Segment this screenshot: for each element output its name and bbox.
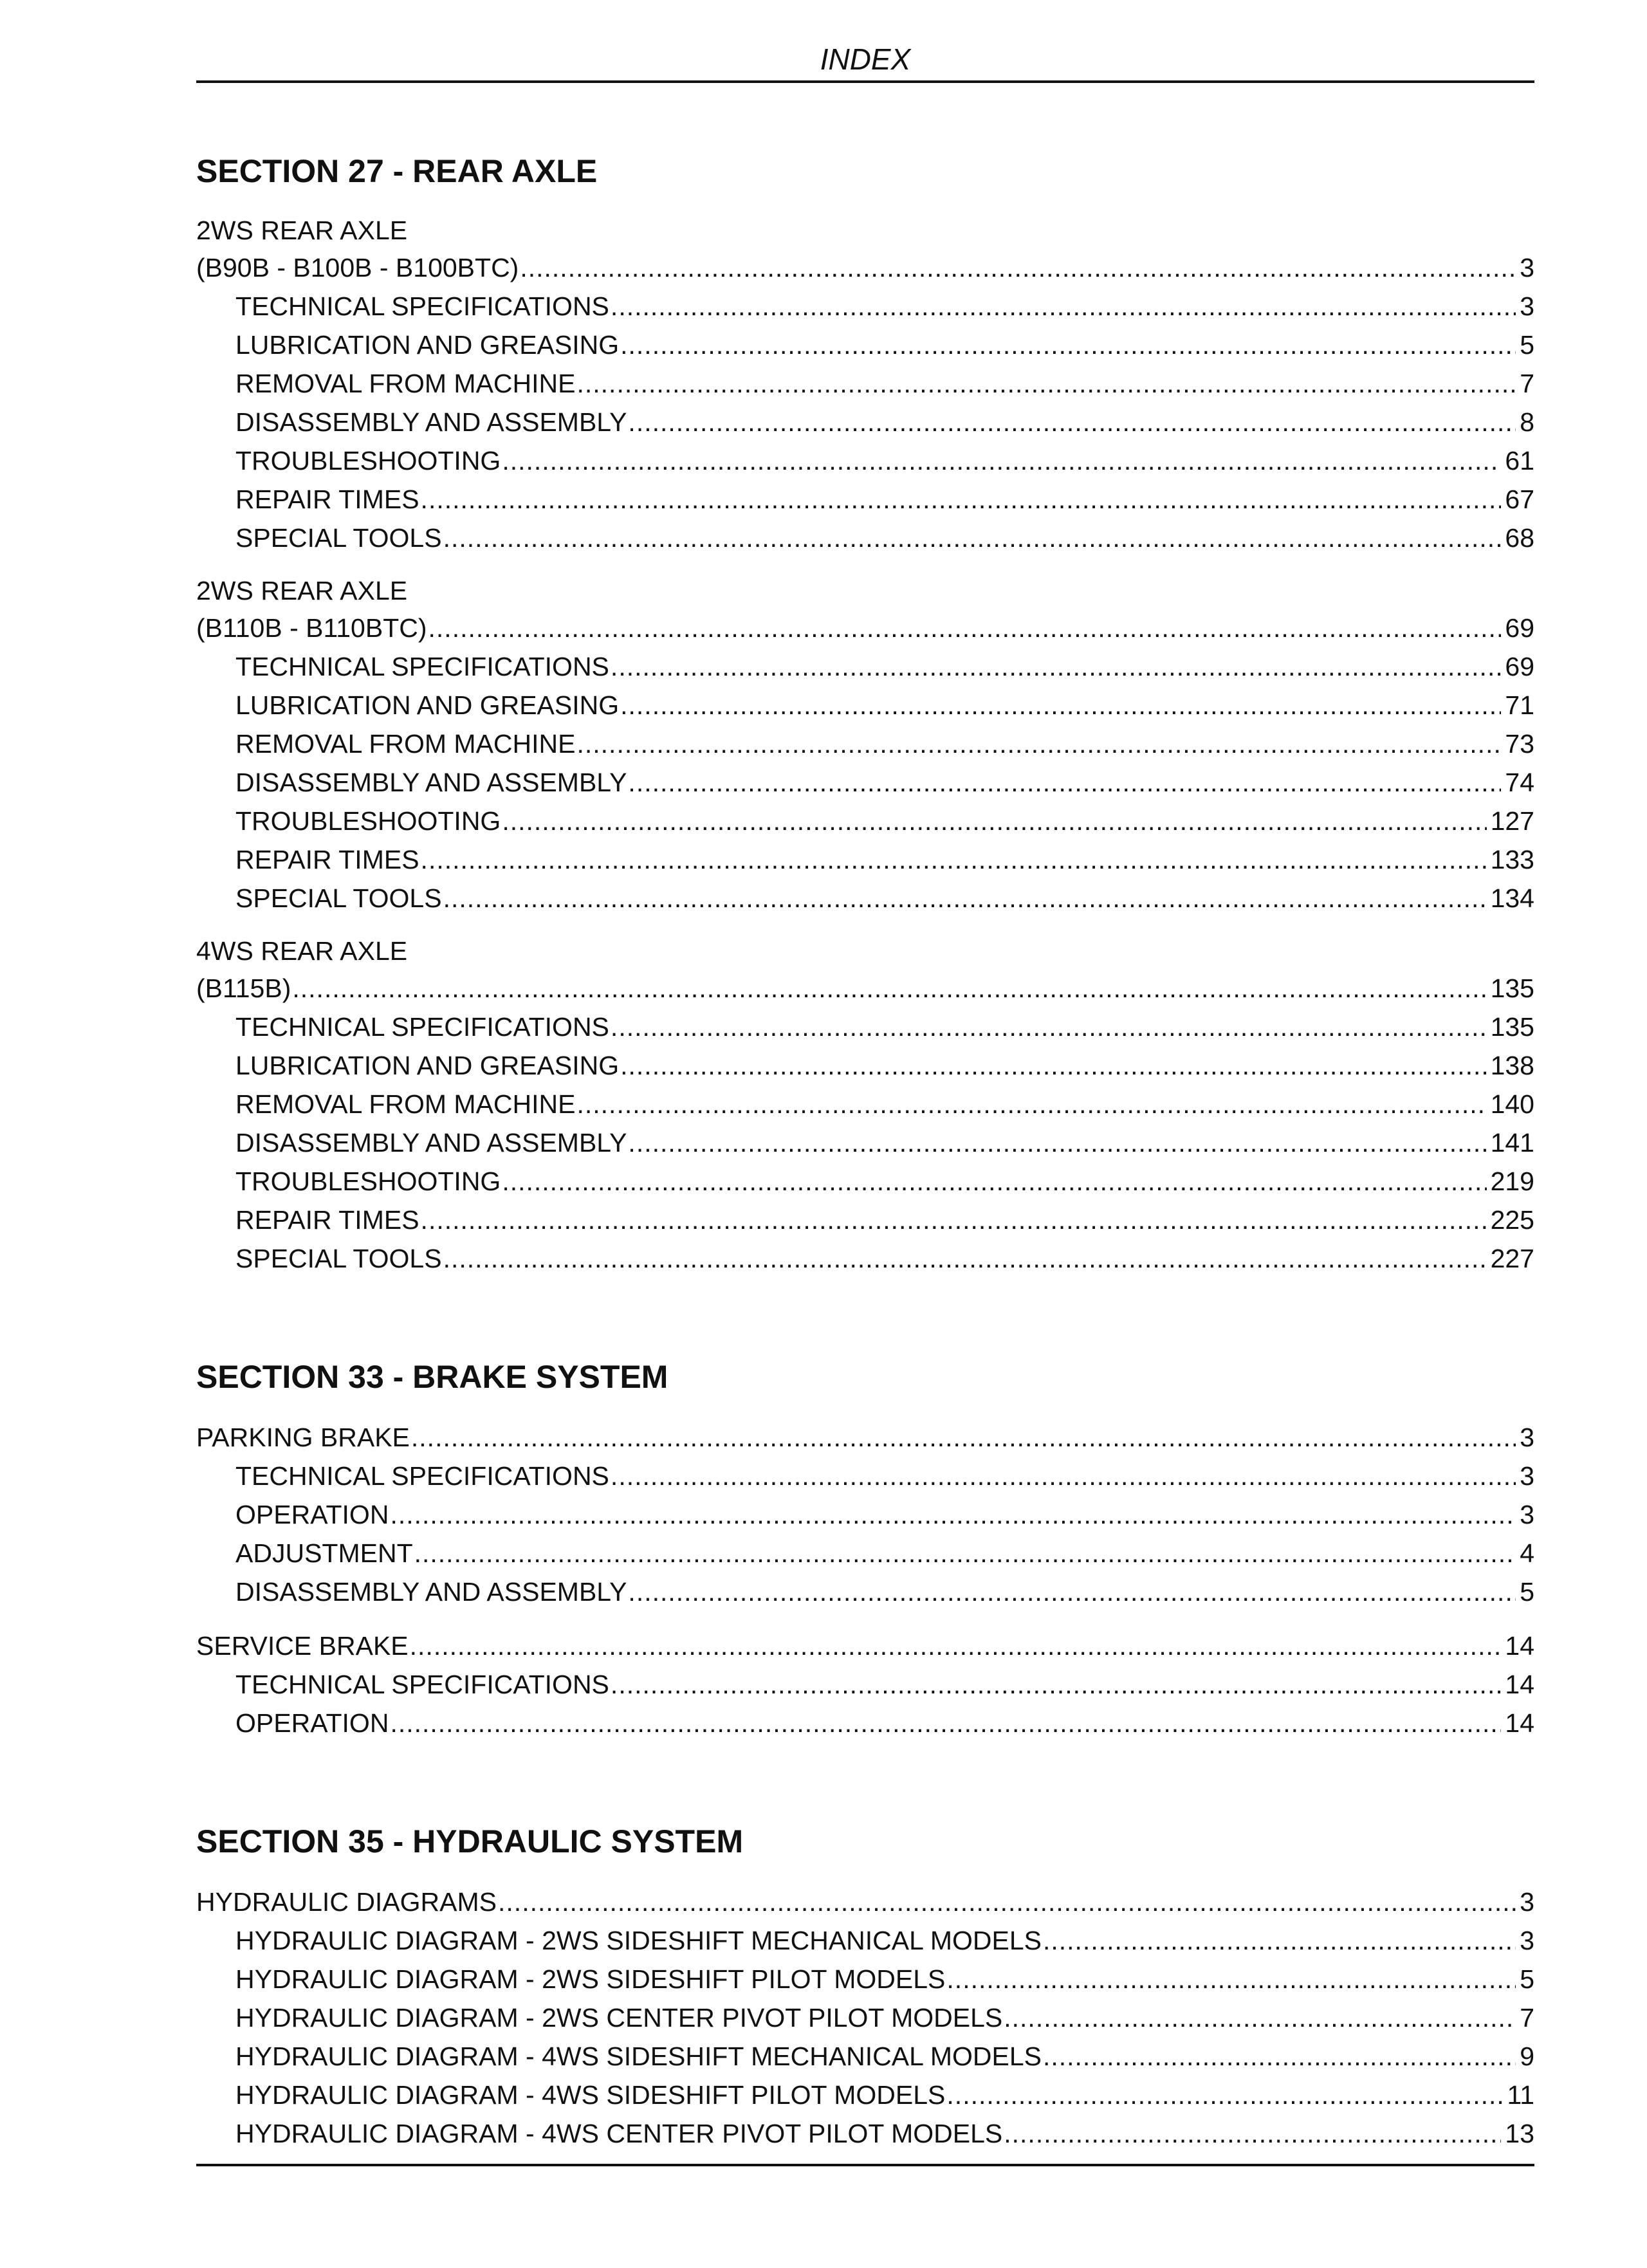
dot-leader [428,609,1502,647]
index-entry[interactable] [196,2037,1534,2076]
index-entry-main[interactable] [196,969,1534,1008]
index-entry-main[interactable] [196,248,1534,287]
entry-label: DISASSEMBLY AND ASSEMBLY [235,1577,627,1607]
entry-label: TECHNICAL SPECIFICATIONS [235,1461,609,1491]
dot-leader [620,686,1501,724]
page-number: 69 [1505,652,1534,681]
entry-label: DISASSEMBLY AND ASSEMBLY [235,768,627,797]
entry-label: HYDRAULIC DIAGRAM - 2WS SIDESHIFT MECHANICAL MODELS [235,1926,1042,1955]
page-number: 4 [1520,1538,1534,1568]
entry-label: REMOVAL FROM MACHINE [235,729,576,759]
index-entry[interactable] [196,879,1534,917]
dot-leader [421,1201,1487,1239]
entry-label: (B110B - B110BTC) [196,613,427,643]
page-number: 5 [1520,1964,1534,1994]
dot-leader [611,1008,1487,1046]
dot-leader [421,480,1502,519]
entry-label: TECHNICAL SPECIFICATIONS [235,291,609,321]
page-number: 74 [1505,768,1534,797]
group-heading: 2WS REAR AXLE [196,216,408,245]
index-entry[interactable] [196,1008,1534,1046]
index-entry[interactable] [196,1495,1534,1534]
entry-label: TECHNICAL SPECIFICATIONS [235,652,609,681]
entry-label: (B115B) [196,973,291,1003]
page-number: 127 [1490,806,1534,836]
index-entry[interactable] [196,326,1534,364]
entry-label: TROUBLESHOOTING [235,446,501,475]
entry-label: ADJUSTMENT [235,1538,413,1568]
document-page [196,0,1534,2268]
index-entry[interactable] [196,1998,1534,2037]
index-entry[interactable] [196,403,1534,441]
page-number: 3 [1520,291,1534,321]
entry-label: DISASSEMBLY AND ASSEMBLY [235,1128,627,1157]
page-number: 3 [1520,1461,1534,1491]
entry-label: REMOVAL FROM MACHINE [235,1089,576,1119]
entry-label: PARKING BRAKE [196,1423,410,1452]
dot-leader [443,879,1487,917]
dot-leader [628,1572,1516,1611]
index-entry[interactable] [196,1572,1534,1611]
index-entry[interactable] [196,480,1534,519]
dot-leader [1043,1921,1516,1960]
index-entry[interactable] [196,2076,1534,2114]
page-number: 141 [1490,1128,1534,1157]
entry-label: OPERATION [235,1708,389,1738]
entry-label: SPECIAL TOOLS [235,1244,442,1273]
dot-leader [443,1239,1487,1278]
page-number: 135 [1490,1012,1534,1042]
dot-leader [502,441,1501,480]
index-group-hydraulic-diagrams [196,1883,1534,2153]
dot-leader [611,1665,1501,1704]
page-number: 71 [1505,690,1534,720]
page-number: 227 [1490,1244,1534,1273]
dot-leader [421,840,1487,879]
index-entry[interactable] [196,763,1534,802]
index-entry[interactable] [196,647,1534,686]
dot-leader [576,724,1501,763]
dot-leader [292,969,1486,1008]
dot-leader [520,248,1516,287]
entry-label: REPAIR TIMES [235,845,419,874]
dot-leader [443,519,1502,557]
page-number: 133 [1490,845,1534,874]
index-entry[interactable] [196,840,1534,879]
page-number: 68 [1505,523,1534,553]
index-entry[interactable] [196,1534,1534,1572]
section-title: SECTION 35 - HYDRAULIC SYSTEM [196,1823,744,1859]
entry-label: DISASSEMBLY AND ASSEMBLY [235,407,627,437]
index-entry[interactable] [196,1123,1534,1162]
index-entry[interactable] [196,1085,1534,1123]
entry-label: TROUBLESHOOTING [235,806,501,836]
footer-divider [196,2164,1534,2166]
entry-label: SPECIAL TOOLS [235,523,442,553]
section-title: SECTION 27 - REAR AXLE [196,153,598,189]
entry-label: LUBRICATION AND GREASING [235,1051,620,1080]
entry-label: TECHNICAL SPECIFICATIONS [235,1670,609,1699]
page-header-title: INDEX [820,42,911,76]
dot-leader [498,1883,1516,1921]
section-27 [196,149,1534,1278]
entry-label: HYDRAULIC DIAGRAM - 4WS CENTER PIVOT PILOT MODELS [235,2119,1003,2148]
section-33 [196,1355,1534,1742]
page-number: 13 [1505,2119,1534,2148]
group-heading: 2WS REAR AXLE [196,576,408,605]
page-number: 8 [1520,407,1534,437]
page-number: 9 [1520,2042,1534,2071]
dot-leader [611,287,1516,326]
index-group-service-brake [196,1627,1534,1742]
index-entry[interactable] [196,1046,1534,1085]
dot-leader [1043,2037,1516,2076]
index-entry-main[interactable] [196,609,1534,647]
entry-label: HYDRAULIC DIAGRAM - 4WS SIDESHIFT MECHANICAL MODELS [235,2042,1042,2071]
index-content [196,149,1534,2230]
page-number: 3 [1520,1926,1534,1955]
page-number: 3 [1520,1887,1534,1917]
index-entry[interactable] [196,1201,1534,1239]
dot-leader [576,364,1516,403]
index-entry[interactable] [196,364,1534,403]
entry-label: HYDRAULIC DIAGRAM - 2WS CENTER PIVOT PILOT MODELS [235,2003,1003,2033]
dot-leader [628,763,1501,802]
index-group-2ws-rear-axle-b90b [196,212,1534,557]
page-number: 5 [1520,330,1534,360]
entry-label: REPAIR TIMES [235,1205,419,1235]
page-number: 14 [1505,1670,1534,1699]
dot-leader [390,1495,1516,1534]
page-number: 135 [1490,973,1534,1003]
dot-leader [414,1534,1516,1572]
entry-label: HYDRAULIC DIAGRAMS [196,1887,497,1917]
entry-label: LUBRICATION AND GREASING [235,330,620,360]
page-number: 7 [1520,369,1534,398]
index-entry[interactable] [196,441,1534,480]
index-entry[interactable] [196,802,1534,840]
dot-leader [620,1046,1486,1085]
entry-label: HYDRAULIC DIAGRAM - 2WS SIDESHIFT PILOT MODELS [235,1964,946,1994]
dot-leader [502,1162,1486,1201]
dot-leader [502,802,1486,840]
index-group-parking-brake [196,1418,1534,1611]
dot-leader [946,1960,1516,1998]
page-number: 73 [1505,729,1534,759]
entry-label: REPAIR TIMES [235,484,419,514]
entry-label: SERVICE BRAKE [196,1631,409,1661]
index-entry[interactable] [196,1162,1534,1201]
entry-label: LUBRICATION AND GREASING [235,690,620,720]
index-entry[interactable] [196,1665,1534,1704]
section-35 [196,1820,1534,2153]
index-entry-main[interactable] [196,1418,1534,1457]
page-number: 67 [1505,484,1534,514]
index-entry[interactable] [196,519,1534,557]
entry-label: OPERATION [235,1500,389,1529]
page-number: 219 [1490,1166,1534,1196]
page-number: 5 [1520,1577,1534,1607]
entry-label: TECHNICAL SPECIFICATIONS [235,1012,609,1042]
dot-leader [576,1085,1486,1123]
index-entry[interactable] [196,2114,1534,2153]
page-number: 11 [1507,2080,1534,2110]
index-entry[interactable] [196,1457,1534,1495]
entry-label: REMOVAL FROM MACHINE [235,369,576,398]
entry-label: HYDRAULIC DIAGRAM - 4WS SIDESHIFT PILOT MODELS [235,2080,946,2110]
page-number: 7 [1520,2003,1534,2033]
index-entry[interactable] [196,686,1534,724]
index-entry-main[interactable] [196,1883,1534,1921]
index-entry[interactable] [196,287,1534,326]
group-heading: 4WS REAR AXLE [196,936,408,966]
entry-label: (B90B - B100B - B100BTC) [196,253,519,282]
index-entry[interactable] [196,724,1534,763]
page-number: 225 [1490,1205,1534,1235]
page-number: 61 [1505,446,1534,475]
page-number: 69 [1505,613,1534,643]
page-number: 140 [1490,1089,1534,1119]
dot-leader [611,647,1501,686]
index-entry[interactable] [196,1960,1534,1998]
page-number: 134 [1490,883,1534,913]
index-entry[interactable] [196,1239,1534,1278]
dot-leader [628,1123,1486,1162]
dot-leader [620,326,1516,364]
index-group-2ws-rear-axle-b110b [196,573,1534,917]
entry-label: TROUBLESHOOTING [235,1166,501,1196]
dot-leader [410,1627,1502,1665]
header-divider [196,80,1534,83]
page-number: 138 [1490,1051,1534,1080]
index-entry[interactable] [196,1921,1534,1960]
page-number: 14 [1505,1631,1534,1661]
index-entry[interactable] [196,1704,1534,1742]
dot-leader [390,1704,1501,1742]
dot-leader [611,1457,1516,1495]
dot-leader [1004,2114,1501,2153]
page-number: 14 [1505,1708,1534,1738]
index-group-4ws-rear-axle-b115b [196,933,1534,1278]
dot-leader [946,2076,1503,2114]
dot-leader [411,1418,1516,1457]
entry-label: SPECIAL TOOLS [235,883,442,913]
page-number: 3 [1520,1423,1534,1452]
section-title: SECTION 33 - BRAKE SYSTEM [196,1359,668,1395]
page-number: 3 [1520,1500,1534,1529]
dot-leader [1004,1998,1516,2037]
page-number: 3 [1520,253,1534,282]
dot-leader [628,403,1516,441]
index-entry-main[interactable] [196,1627,1534,1665]
